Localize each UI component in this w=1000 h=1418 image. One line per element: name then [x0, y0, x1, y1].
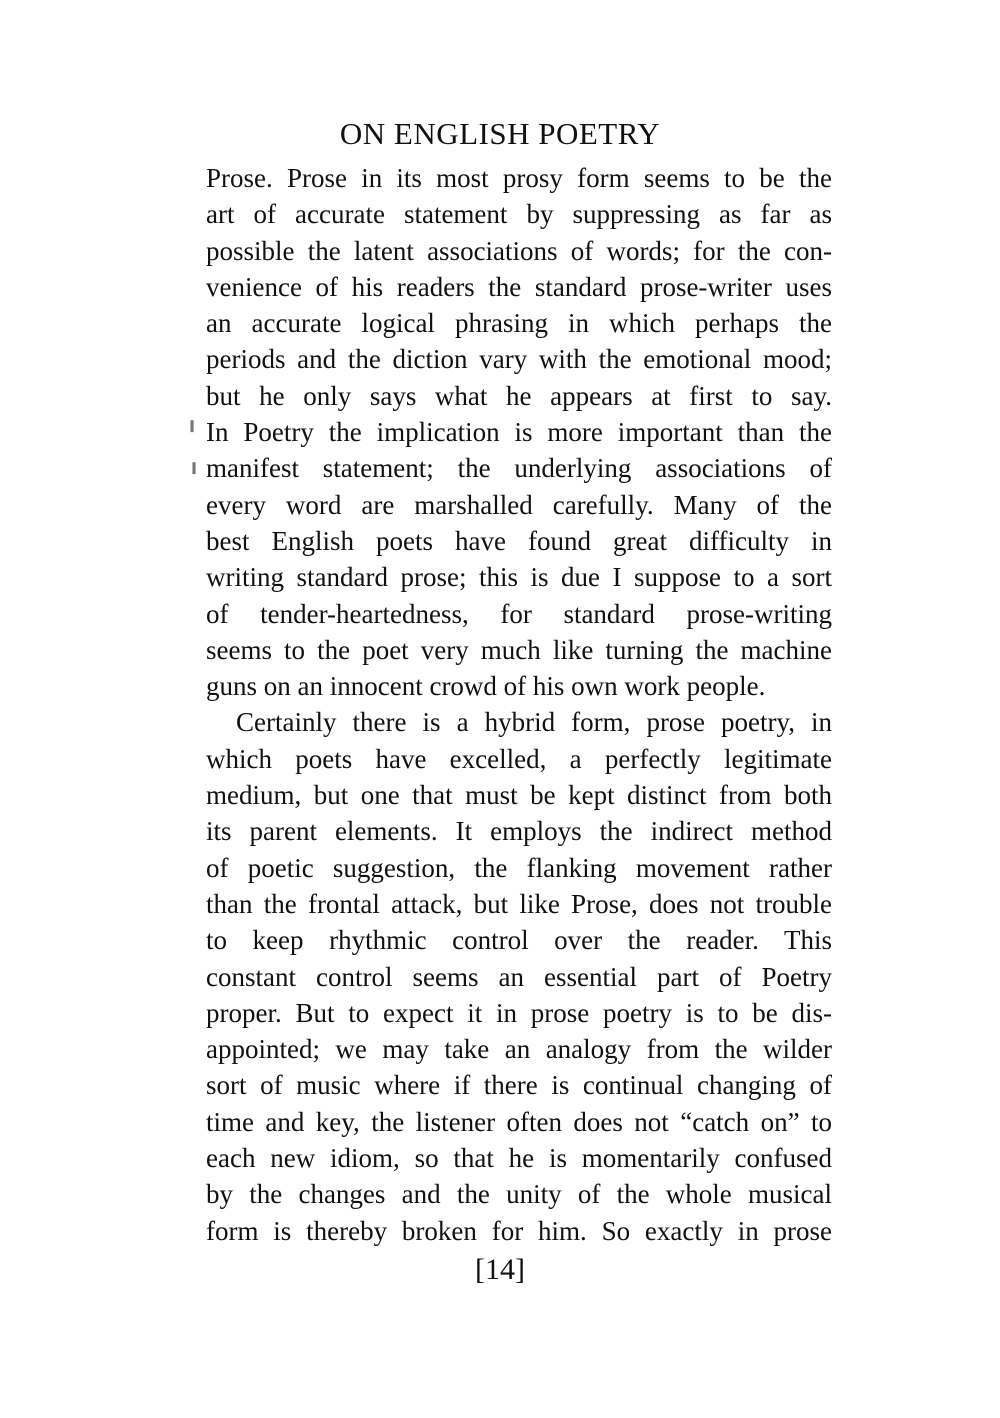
running-title: ON ENGLISH POETRY: [339, 116, 661, 151]
text-line: its parent elements. It employs the indirect method: [206, 816, 832, 847]
text-line: but he only says what he appears at first to say.: [206, 380, 832, 411]
text-line: Prose. Prose in its most prosy form seems to be the: [206, 163, 832, 193]
text-line: of poetic suggestion, the flanking movement rather: [206, 852, 832, 883]
text-line: venience of his readers the standard prose-writer uses: [206, 271, 832, 302]
text-line: Certainly there is a hybrid form, prose poetry, in: [236, 707, 832, 738]
text-line: periods and the diction vary with the emotional mood;: [206, 344, 832, 375]
text-line: In Poetry the implication is more important than the: [206, 417, 832, 448]
page-number: [14]: [475, 1253, 525, 1286]
text-line: proper. But to expect it in prose poetry is to be dis-: [206, 997, 832, 1028]
text-line: time and key, the listener often does not “catch on” to: [206, 1106, 832, 1137]
text-line: guns on an innocent crowd of his own work people.: [206, 671, 766, 702]
text-line: writing standard prose; this is due I suppose to a sort: [206, 562, 832, 593]
body-text: [206, 160, 832, 1249]
text-line: constant control seems an essential part of Poetry: [206, 961, 832, 992]
text-line: which poets have excelled, a perfectly legitimate: [206, 743, 832, 774]
margin-pencil-mark: ╹: [188, 464, 201, 486]
text-line: best English poets have found great difficulty in: [206, 525, 832, 556]
text-line: manifest statement; the underlying associations of: [206, 453, 832, 484]
text-line: by the changes and the unity of the whole musical: [206, 1179, 832, 1210]
text-line: than the frontal attack, but like Prose, does not trouble: [206, 888, 832, 919]
text-line: form is thereby broken for him. So exactly in prose: [206, 1215, 832, 1246]
text-line: possible the latent associations of words; for the con-: [206, 235, 832, 266]
text-line: of tender-heartedness, for standard prose-writing: [206, 598, 832, 629]
text-line: to keep rhythmic control over the reader. This: [206, 925, 832, 956]
text-line: appointed; we may take an analogy from the wilder: [206, 1034, 832, 1065]
text-line: every word are marshalled carefully. Many of the: [206, 489, 832, 520]
margin-pencil-mark: ╹: [186, 422, 199, 444]
text-line: each new idiom, so that he is momentarily confused: [206, 1143, 832, 1174]
text-line: medium, but one that must be kept distinct from both: [206, 780, 832, 811]
text-line: an accurate logical phrasing in which perhaps the: [206, 308, 832, 339]
text-line: sort of music where if there is continual changing of: [206, 1070, 832, 1101]
text-line: art of accurate statement by suppressing as far as: [206, 199, 832, 230]
text-line: seems to the poet very much like turning the machine: [206, 634, 832, 665]
